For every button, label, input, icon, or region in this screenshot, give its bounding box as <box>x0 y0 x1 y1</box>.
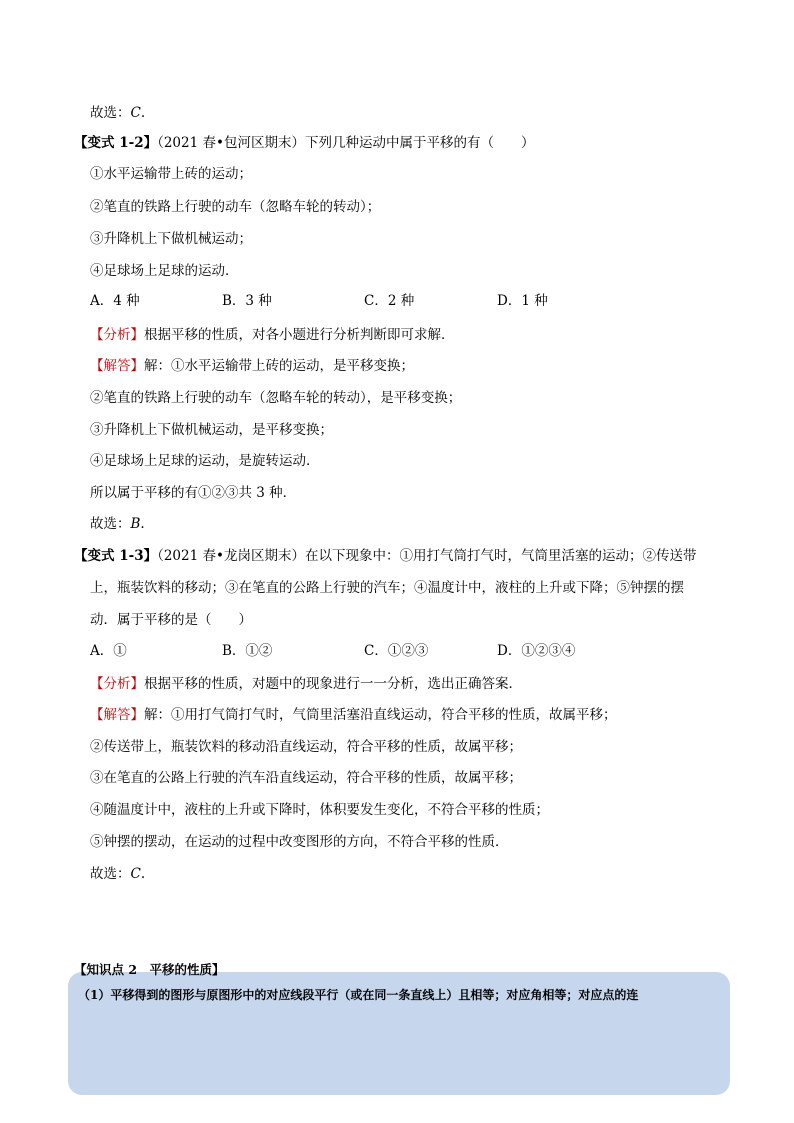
answer-letter: C <box>130 866 141 882</box>
solution-line: ④随温度计中，液柱的上升或下降时，体积要发生变化，不符合平移的性质； <box>90 802 549 818</box>
solution-line: ②笔直的铁路上行驶的动车（忽略车轮的转动），是平移变换； <box>90 390 462 406</box>
analysis-tag: 【分析】 <box>90 676 144 692</box>
item-line: ②笔直的铁路上行驶的动车（忽略车轮的转动）； <box>90 199 381 215</box>
analysis-tag: 【分析】 <box>90 327 144 343</box>
solution-line <box>90 357 414 375</box>
solution-text: 解：①用打气筒打气时，气筒里活塞沿直线运动，符合平移的性质，故属平移； <box>144 707 617 723</box>
solution-line: ⑤钟摆的摆动，在运动的过程中改变图形的方向，不符合平移的性质． <box>90 834 509 850</box>
question-1-2 <box>74 134 534 152</box>
answer-line <box>90 515 145 533</box>
item-line: ③升降机上下做机械运动； <box>90 231 252 247</box>
question-tag: 【变式 1-3】 <box>74 548 158 564</box>
answer-prefix: 故选： <box>90 105 131 121</box>
answer-prefix: 故选： <box>90 866 131 882</box>
conclusion-line: 所以属于平移的有①②③共 3 种． <box>90 485 297 501</box>
option-d: D．1 种 <box>497 293 548 309</box>
answer-suffix: . <box>140 516 145 532</box>
analysis-line <box>90 675 522 693</box>
answer-letter: C <box>130 105 141 121</box>
solution-line: ④足球场上足球的运动，是旋转运动． <box>90 453 320 469</box>
option-a: A．① <box>90 643 127 659</box>
question-tag: 【变式 1-2】 <box>74 135 158 151</box>
question-text: （2021 春•龙岗区期末）在以下现象中：①用打气筒打气时，气筒里活塞的运动；②传送带 <box>157 548 697 564</box>
knowledge-heading: 【知识点 2 平移的性质】 <box>74 962 225 977</box>
knowledge-box <box>68 972 730 1095</box>
answer-prefix: 故选： <box>90 516 131 532</box>
analysis-line <box>90 326 455 344</box>
item-line: ④足球场上足球的运动． <box>90 263 239 279</box>
question-1-3 <box>74 547 696 565</box>
option-b: B．3 种 <box>222 293 272 309</box>
solution-text: 解：①水平运输带上砖的运动，是平移变换； <box>144 358 414 374</box>
option-a: A．4 种 <box>90 293 140 309</box>
knowledge-text: （1）平移得到的图形与原图形中的对应线段平行（或在同一条直线上）且相等；对应角相等；对应点的连 <box>78 988 639 1002</box>
solution-line: ②传送带上，瓶装饮料的移动沿直线运动，符合平移的性质，故属平移； <box>90 739 522 755</box>
solution-line <box>90 706 617 724</box>
solution-line: ③升降机上下做机械运动，是平移变换； <box>90 422 333 438</box>
solution-line: ③在笔直的公路上行驶的汽车沿直线运动，符合平移的性质，故属平移； <box>90 770 522 786</box>
solution-tag: 【解答】 <box>90 358 144 374</box>
item-line: ①水平运输带上砖的运动； <box>90 166 252 182</box>
answer-letter: B <box>130 516 141 532</box>
analysis-text: 根据平移的性质，对题中的现象进行一一分析，选出正确答案． <box>144 676 522 692</box>
answer-suffix: . <box>140 105 146 121</box>
option-d: D．①②③④ <box>497 643 576 659</box>
answer-line <box>90 865 145 883</box>
answer-line <box>90 104 145 122</box>
question-text-line: 上，瓶装饮料的移动；③在笔直的公路上行驶的汽车；④温度计中，液柱的上升或下降；⑤钟摆的摆 <box>90 580 684 596</box>
option-c: C．①②③ <box>364 643 429 659</box>
analysis-text: 根据平移的性质，对各小题进行分析判断即可求解． <box>144 327 455 343</box>
option-c: C．2 种 <box>364 293 415 309</box>
option-b: B．①② <box>222 643 273 659</box>
answer-suffix: . <box>140 866 146 882</box>
question-text: （2021 春•包河区期末）下列几种运动中属于平移的有（ ） <box>157 135 535 151</box>
solution-tag: 【解答】 <box>90 707 144 723</box>
question-text-line: 动．属于平移的是（ ） <box>90 612 252 628</box>
